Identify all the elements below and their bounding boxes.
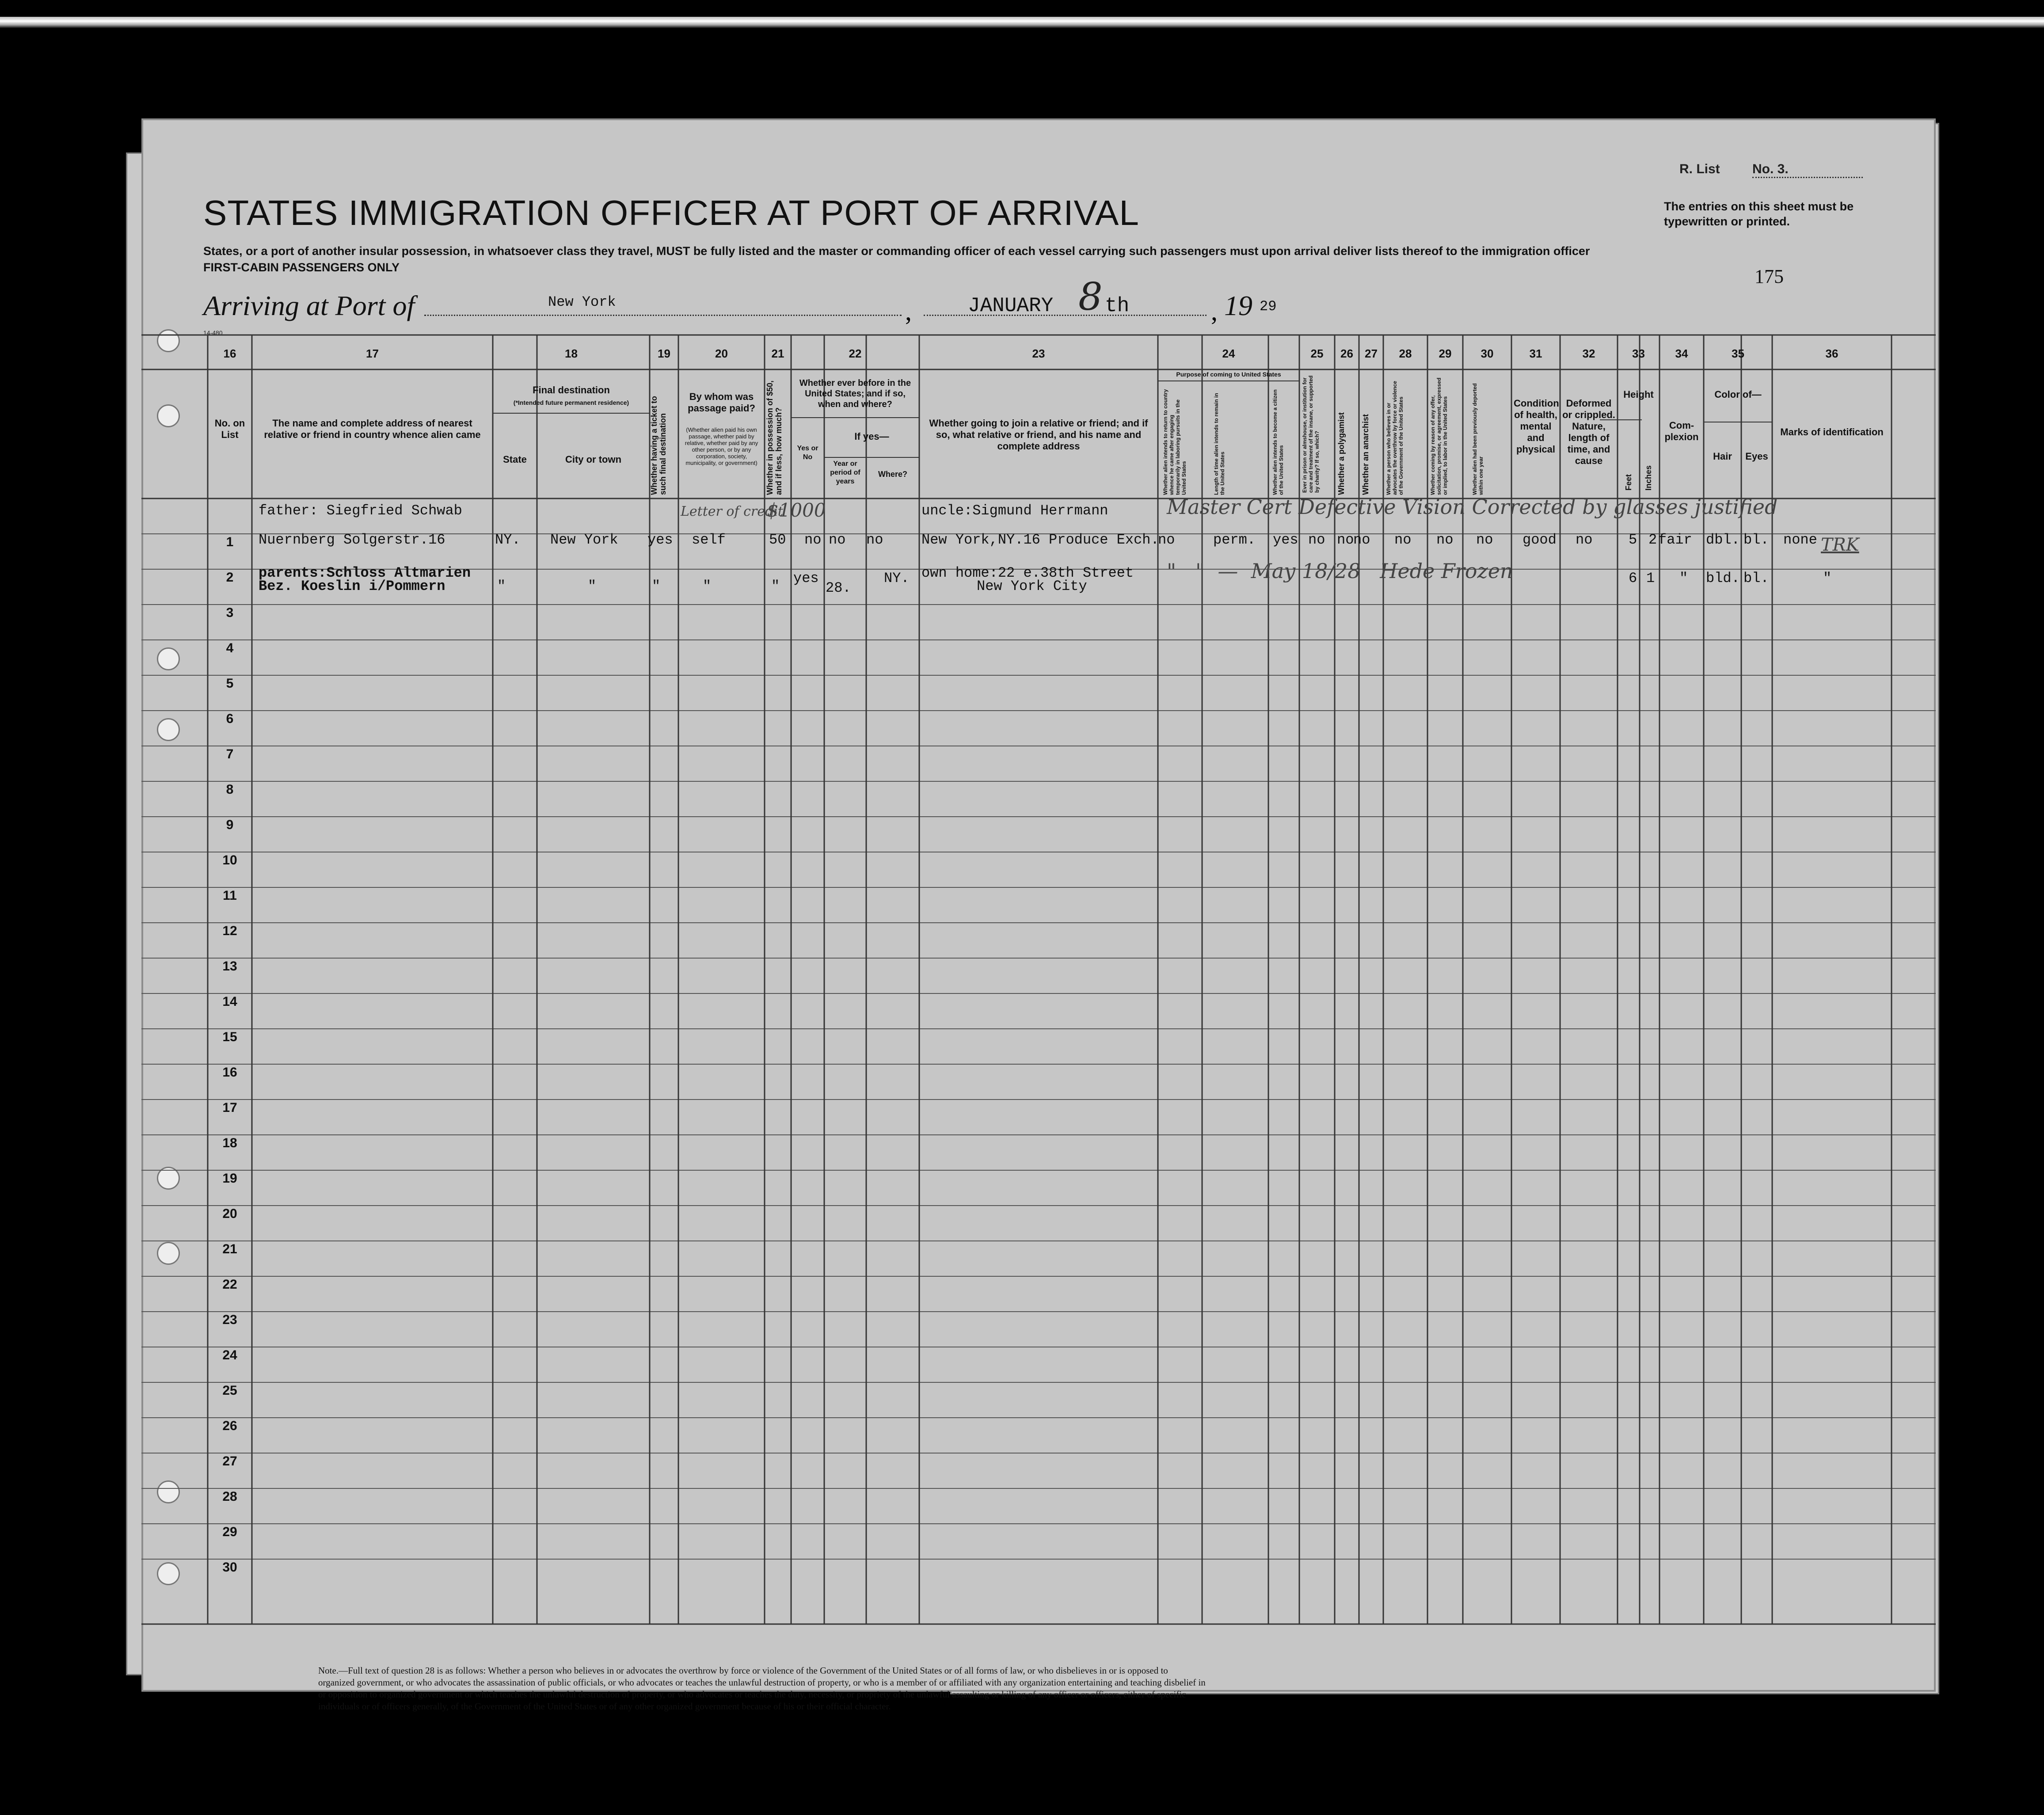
row-number: 4 — [226, 641, 234, 655]
row1-period: no — [829, 532, 846, 548]
row-number: 1 — [226, 535, 234, 549]
row2-hand-overlay: " " — May 18/28 Hede Frozen — [1167, 559, 1513, 583]
colnum: 20 — [715, 347, 728, 360]
row1-complexion: fair — [1658, 532, 1692, 548]
row-number: 11 — [223, 888, 237, 903]
header-health: Condition of health, mental and physical — [1514, 398, 1559, 455]
header-feet: Feet — [1624, 474, 1633, 491]
row2-state: " — [497, 578, 506, 594]
row1-joining-line2: New York,NY.16 Produce Exch. — [921, 532, 1159, 548]
page-title: STATES IMMIGRATION OFFICER AT PORT OF ARRIVAL — [203, 193, 1139, 232]
row2-joining-line1: own home:22 e.38th Street — [921, 565, 1134, 581]
row1-deformed: no — [1576, 532, 1593, 548]
header-prison: Ever in prison or almshouse, or institution for care and treatment of the insane, or supported by charity? If so, which? — [1302, 375, 1320, 493]
header-q29: Whether coming by reason of any offer, solicitation, promise, or agreement, expressed or implied, to labor in the United States — [1430, 377, 1448, 495]
row1-joining-line1: uncle:Sigmund Herrmann — [921, 502, 1108, 519]
row-number: 16 — [222, 1065, 237, 1080]
row-number: 3 — [226, 605, 234, 620]
row-number: 28 — [222, 1489, 237, 1504]
row1-money: 50 — [769, 532, 786, 548]
header-purpose-c: Whether alien intends to become a citizen of the United States — [1272, 389, 1284, 495]
colnum: 30 — [1481, 347, 1494, 360]
row2-marks: " — [1823, 570, 1832, 586]
row2-city: " — [588, 578, 597, 594]
row-number: 13 — [222, 959, 237, 974]
row1-ever-before: no — [804, 532, 822, 548]
typewritten-note: The entries on this sheet must be typewritten or printed. — [1664, 200, 1854, 228]
row1-anarchist: no — [1353, 532, 1370, 548]
colnum: 16 — [223, 347, 236, 360]
row2-joining-line2: New York City — [977, 578, 1087, 594]
colnum: 32 — [1582, 347, 1595, 360]
header-complexion: Com-plexion — [1664, 420, 1699, 442]
row1-hair: dbl. — [1706, 532, 1740, 548]
row-number: 19 — [222, 1171, 237, 1186]
header-purpose-b: Length of time alien intends to remain in the United States — [1213, 393, 1226, 495]
colnum: 31 — [1529, 347, 1542, 360]
row1-state: NY. — [495, 532, 521, 548]
row1-relative-line2: Nuernberg Solgerstr.16 — [259, 532, 445, 548]
colnum: 29 — [1439, 347, 1452, 360]
row1-hand-overlay: Master Cert Defective Vision Corrected by glasses justified — [1167, 495, 1778, 519]
footer-form-code: 14—480 — [1120, 1716, 1146, 1724]
footer-note: Note.—Full text of question 28 is as follows: Whether a person who believes in or advocates the overthrow by force or violence of the Government of the United States or of all forms of law, or who disbelieves in or is opposed to organized government, or who advocates the assassination of public officials, or who advocates or teaches the unlawful destruction of property, or who is a member of or affiliated with any organization entertaining and teaching disbelief in or opposition to organized government or which teaches the unlawful destruction of property, or who advocates or teaches the duty, necessity, or propriety of the unlawful assaulting or killing of any officer or officers, either of specific individuals or of officers generally, of the Government of the United States or of any other organized government because of his or their official character. — [318, 1665, 1206, 1712]
row1-where: no — [866, 532, 883, 548]
header-height: Height — [1623, 389, 1654, 400]
row2-paid: " — [703, 578, 712, 594]
row1-paid-hand: Letter of credit — [681, 504, 783, 519]
colnum: 24 — [1222, 347, 1235, 360]
row-number: 18 — [222, 1136, 237, 1150]
header-final-destination-note: (*Intended future permanent residence) — [513, 399, 629, 406]
header-yes-no: Yes or No — [797, 445, 818, 461]
row1-q30: no — [1476, 532, 1493, 548]
row1-purpose-b: perm. — [1213, 532, 1256, 548]
row2-complexion: " — [1679, 570, 1688, 586]
row1-marks: none — [1783, 532, 1817, 548]
row2-relative-line1: parents:Schloss Altmarien — [259, 565, 471, 581]
row1-purpose-c: yes — [1273, 532, 1298, 548]
arriving-label: Arriving at Port of — [203, 290, 415, 321]
row1-inches: 2 — [1648, 532, 1657, 548]
row1-q28: no — [1394, 532, 1412, 548]
header-ticket: Whether having a ticket to such final destination — [650, 396, 667, 495]
header-purpose-a: Whether alien intends to return to country whence he came after engaging temporarily in laboring pursuits in the United States — [1162, 389, 1187, 495]
header-anarchist: Whether an anarchist — [1361, 414, 1370, 495]
row1-city: New York — [550, 532, 618, 548]
header-marks: Marks of identification — [1780, 426, 1884, 438]
row1-feet: 5 — [1629, 532, 1637, 548]
row2-period: 28. — [826, 580, 851, 596]
row2-ticket: " — [652, 578, 661, 594]
header-no-on-list: No. on List — [214, 418, 245, 440]
row1-hand-initials: TRK — [1821, 535, 1859, 555]
row-number: 20 — [222, 1206, 237, 1221]
page-subtitle: States, or a port of another insular possession, in whatsoever class they travel, MUST be fully listed and the master or commanding officer of each vessel carrying such passengers must upon arrival deliver lists thereof to the immigration officer — [203, 244, 1590, 258]
row-number: 26 — [222, 1419, 237, 1433]
row-number: 30 — [222, 1560, 237, 1575]
row2-eyes: bl. — [1743, 570, 1769, 586]
header-color-of: Color of— — [1714, 389, 1762, 400]
header-nearest-relative: The name and complete address of nearest relative or friend in country whence alien came — [264, 418, 481, 440]
row-number: 10 — [222, 853, 237, 868]
page-number: 175 — [1755, 266, 1784, 287]
row1-eyes: bl. — [1743, 532, 1769, 548]
row1-q29: no — [1436, 532, 1454, 548]
row2-money: " — [771, 578, 780, 594]
row-number: 6 — [226, 712, 234, 726]
row-number: 24 — [222, 1348, 237, 1362]
header-final-destination: Final destination — [533, 384, 610, 396]
row-number: 29 — [222, 1525, 237, 1539]
colnum: 18 — [565, 347, 578, 360]
header-period: Year or period of years — [830, 460, 860, 485]
row-number: 7 — [226, 747, 234, 761]
date-suffix: th — [1105, 294, 1130, 317]
row-number: 21 — [222, 1242, 237, 1256]
colnum: 28 — [1399, 347, 1412, 360]
colnum: 22 — [849, 347, 862, 360]
year-prefix: 19 — [1224, 290, 1252, 321]
list-label: R. List — [1679, 162, 1720, 176]
row-number: 2 — [226, 570, 234, 585]
row1-ticket: yes — [647, 532, 673, 548]
header-joining: Whether going to join a relative or friend; and if so, what relative or friend, and his name and complete address — [929, 418, 1148, 452]
header-deformed: Deformed or crippled. Nature, length of time, and cause — [1562, 398, 1615, 466]
row1-paid: self — [692, 532, 726, 548]
colnum: 34 — [1675, 347, 1688, 360]
header-polygamist: Whether a polygamist — [1337, 412, 1346, 495]
colnum: 19 — [658, 347, 670, 360]
row1-money-hand: $1000 — [767, 499, 826, 521]
colnum: 27 — [1365, 347, 1378, 360]
row-number: 22 — [222, 1277, 237, 1292]
row-number: 25 — [222, 1383, 237, 1398]
colnum: 35 — [1732, 347, 1744, 360]
header-state: State — [503, 454, 527, 465]
row-number: 5 — [226, 676, 234, 691]
comma-sep: , — [1211, 297, 1218, 326]
row2-feet: 6 — [1629, 570, 1637, 586]
row1-purpose-a: no — [1158, 532, 1175, 548]
header-ever-before: Whether ever before in the United States; and if so, when and where? — [799, 378, 911, 409]
row-number: 14 — [222, 994, 237, 1009]
form-code-top: 14-480 — [203, 329, 223, 336]
row2-hair: bld. — [1706, 570, 1740, 586]
row-number: 17 — [222, 1100, 237, 1115]
colnum: 26 — [1340, 347, 1353, 360]
colnum: 33 — [1632, 347, 1645, 360]
header-city: City or town — [565, 454, 622, 465]
header-eyes: Eyes — [1745, 451, 1768, 462]
header-passage-paid-note: (Whether alien paid his own passage, whether paid by relative, whether paid by any other person, or by any corporation, society, municipality, or government) — [685, 426, 758, 466]
row2-ever-before: yes — [793, 570, 819, 586]
row-number: 9 — [226, 818, 234, 832]
header-hair: Hair — [1713, 451, 1732, 462]
row-number: 8 — [226, 782, 234, 797]
row1-prison: no — [1308, 532, 1325, 548]
header-money: Whether in possession of $50, and if less, how much? — [765, 380, 783, 495]
row1-polygamist: no — [1337, 532, 1354, 548]
colnum: 23 — [1032, 347, 1045, 360]
year-suffix: 29 — [1260, 298, 1277, 315]
colnum: 21 — [771, 347, 784, 360]
list-number: No. 3. — [1752, 162, 1863, 178]
date-day-hand: 8 — [1078, 275, 1103, 319]
header-where: Where? — [878, 470, 907, 479]
row2-inches: 1 — [1646, 570, 1655, 586]
header-purpose: Purpose of coming to United States — [1176, 371, 1281, 378]
port-value: New York — [548, 294, 616, 310]
row-number: 23 — [222, 1313, 237, 1327]
row-number: 12 — [222, 924, 237, 938]
header-q28: Whether a person who believes in or advocates the overthrow by force or violence of the Government of the United States — [1386, 381, 1404, 495]
header-inches: Inches — [1644, 465, 1653, 491]
row-number: 15 — [222, 1030, 237, 1044]
date-month: JANUARY — [968, 294, 1054, 317]
colnum: 25 — [1310, 347, 1324, 360]
header-if-yes: If yes— — [854, 431, 889, 442]
row1-relative-line1: father: Siegfried Schwab — [259, 502, 462, 519]
header-q30: Whether alien had been previously deported within one year — [1472, 383, 1484, 495]
comma-sep: , — [905, 297, 912, 326]
first-cabin-label: FIRST-CABIN PASSENGERS ONLY — [203, 261, 400, 274]
colnum: 17 — [366, 347, 379, 360]
row2-relative-line2: Bez. Koeslin i/Pommern — [259, 578, 445, 594]
header-passage-paid: By whom was passage paid? — [688, 391, 755, 414]
row1-health: good — [1523, 532, 1557, 548]
row2-where: NY. — [884, 570, 910, 586]
row-number: 27 — [222, 1454, 237, 1469]
colnum: 36 — [1825, 347, 1838, 360]
